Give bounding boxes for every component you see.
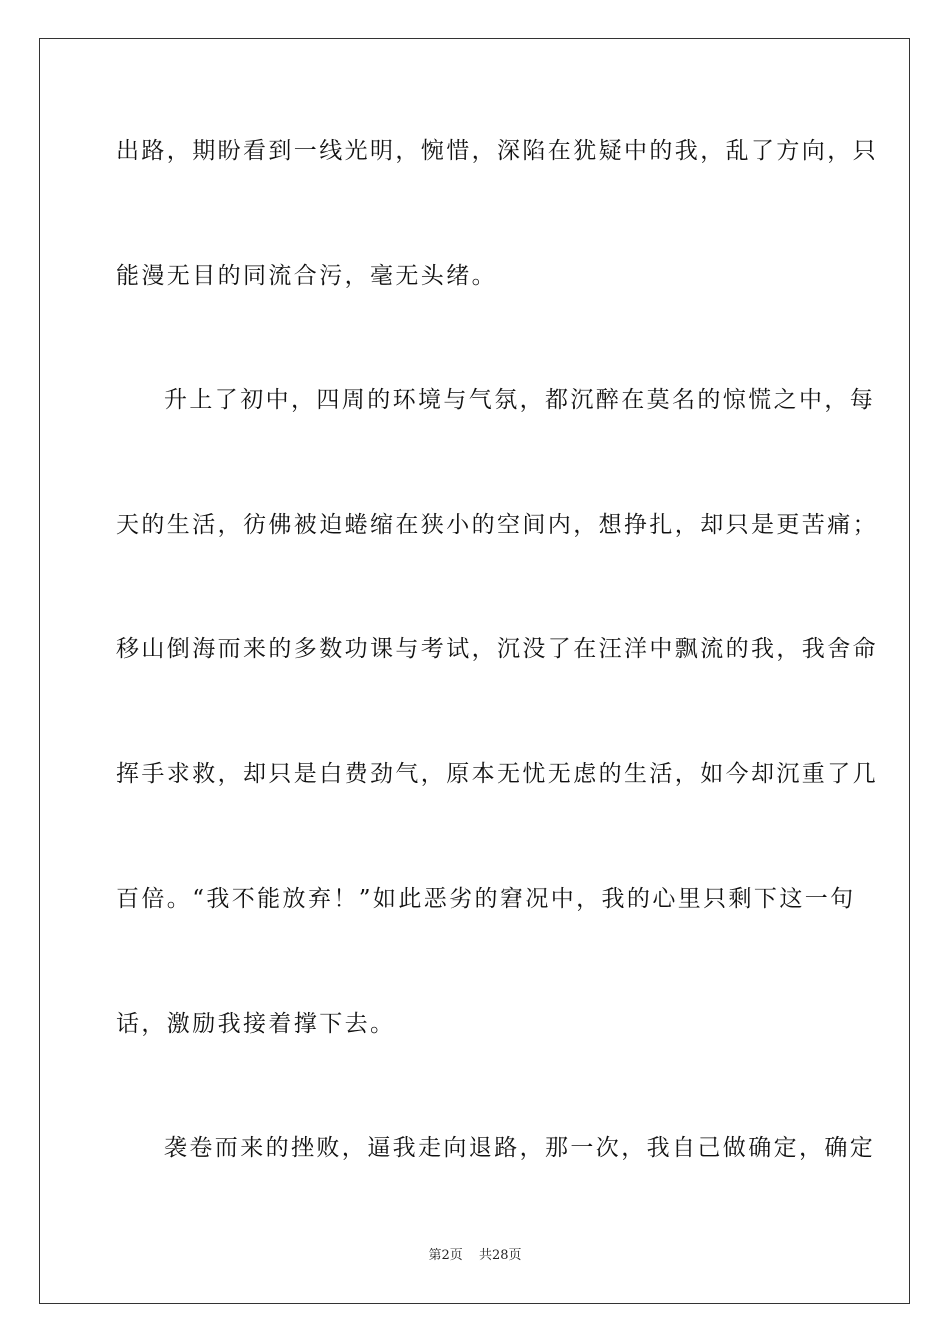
page-number: 第2页 bbox=[428, 1248, 463, 1263]
text-line-5: 移山倒海而来的多数功课与考试，沉没了在汪洋中飘流的我，我舍命 bbox=[116, 636, 878, 662]
text-line-2: 能漫无目的同流合污，毫无头绪。 bbox=[116, 263, 497, 289]
text-line-8: 话，激励我接着撑下去。 bbox=[116, 1011, 396, 1037]
page-frame bbox=[39, 38, 910, 1304]
text-line-7: 百倍。“我不能放弃！”如此恶劣的窘况中，我的心里只剩下这一句 bbox=[116, 886, 856, 912]
text-line-3: 升上了初中，四周的环境与气氛，都沉醉在莫名的惊慌之中，每 bbox=[164, 387, 876, 413]
page-total: 共28页 bbox=[478, 1248, 522, 1263]
text-line-9: 袭卷而来的挫败，逼我走向退路，那一次，我自己做确定，确定 bbox=[164, 1135, 876, 1161]
text-line-4: 天的生活，彷佛被迫蜷缩在狭小的空间内，想挣扎，却只是更苦痛； bbox=[116, 512, 878, 538]
text-line-1: 出路，期盼看到一线光明，惋惜，深陷在犹疑中的我，乱了方向，只 bbox=[116, 138, 878, 164]
page-footer bbox=[0, 1247, 950, 1265]
text-line-6: 挥手求救，却只是白费劲气，原本无忧无虑的生活，如今却沉重了几 bbox=[116, 761, 878, 787]
